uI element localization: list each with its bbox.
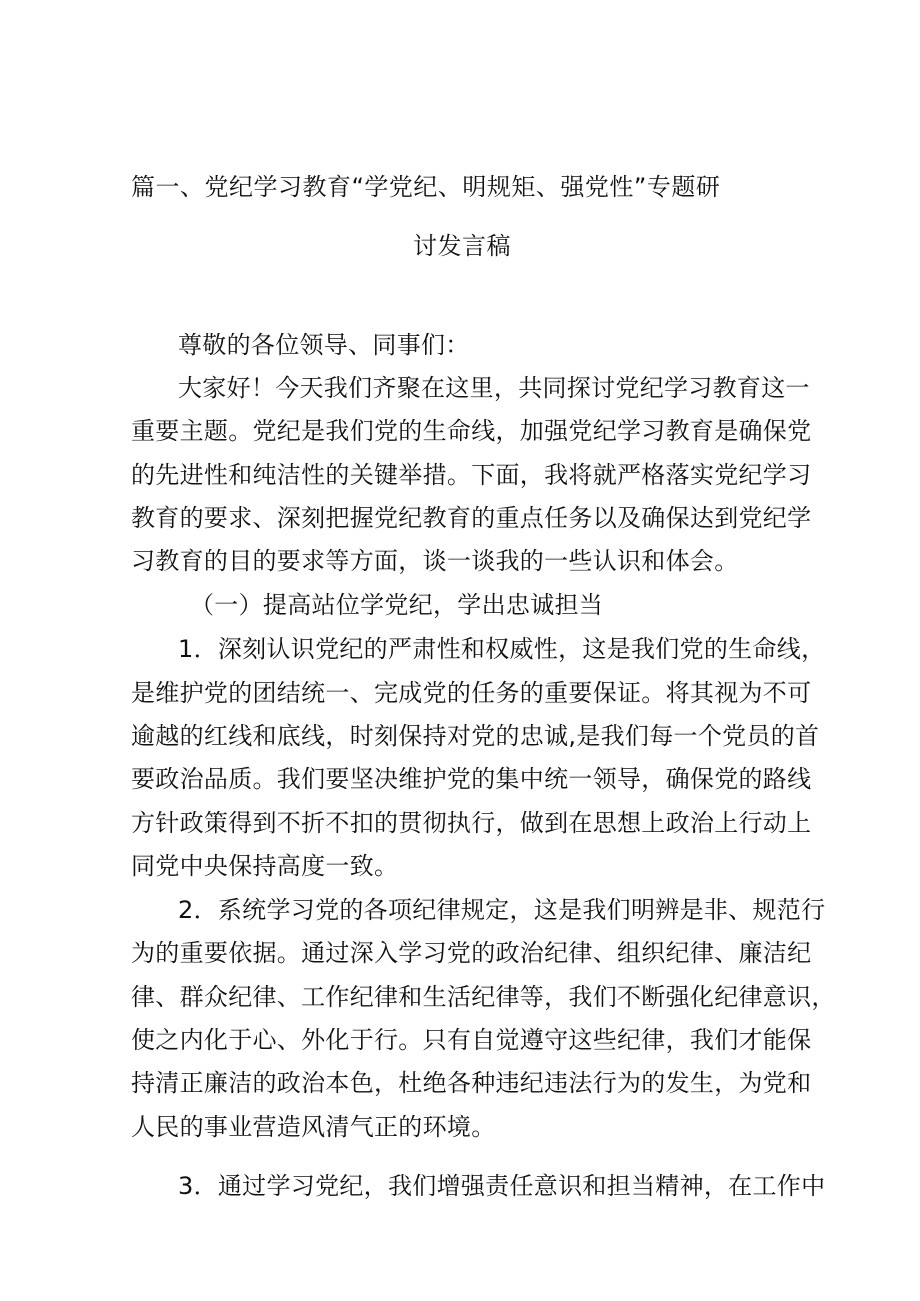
document-title-line-1: 篇一、党纪学习教育“学党纪、明规矩、强党性”专题研 (131, 173, 721, 201)
item2-line: 2．系统学习党的各项纪律规定，这是我们明辨是非、规范行 (178, 896, 826, 924)
item1-line: 是维护党的团结统一、完成党的任务的重要保证。将其视为不可 (131, 679, 812, 707)
salutation: 尊敬的各位领导、同事们： (178, 331, 470, 359)
item2-line: 人民的事业营造风清气正的环境。 (131, 1113, 496, 1141)
intro-line: 大家好！今天我们齐聚在这里，共同探讨党纪学习教育这一 (178, 374, 810, 402)
intro-line: 的先进性和纯洁性的关键举措。下面，我将就严格落实党纪学习 (131, 461, 812, 489)
item2-line: 使之内化于心、外化于行。只有自觉遵守这些纪律，我们才能保 (131, 1026, 812, 1054)
intro-line: 重要主题。党纪是我们党的生命线，加强党纪学习教育是确保党 (131, 417, 812, 445)
item1-line: 要政治品质。我们要坚决维护党的集中统一领导，确保党的路线 (131, 765, 812, 793)
item2-line: 持清正廉洁的政治本色，杜绝各种违纪违法行为的发生，为党和 (131, 1069, 812, 1097)
document-title-line-2: 讨发言稿 (413, 232, 511, 260)
item1-line: 同党中央保持高度一致。 (131, 852, 399, 880)
intro-line: 教育的要求、深刻把握党纪教育的重点任务以及确保达到党纪学 (131, 504, 812, 532)
item2-line: 为的重要依据。通过深入学习党的政治纪律、组织纪律、廉洁纪 (131, 939, 812, 967)
item1-line: 1．深刻认识党纪的严肃性和权威性，这是我们党的生命线， (178, 635, 826, 663)
item1-line: 方针政策得到不折不扣的贯彻执行，做到在思想上政治上行动上 (131, 809, 812, 837)
item1-line: 逾越的红线和底线，时刻保持对党的忠诚,是我们每一个党员的首 (131, 722, 820, 750)
item2-line: 律、群众纪律、工作纪律和生活纪律等，我们不断强化纪律意识， (131, 983, 836, 1011)
item3-line: 3．通过学习党纪，我们增强责任意识和担当精神，在工作中 (178, 1172, 826, 1200)
intro-line: 习教育的目的要求等方面，谈一谈我的一些认识和体会。 (131, 547, 739, 575)
section-heading: （一）提高站位学党纪，学出忠诚担当 (190, 591, 604, 619)
